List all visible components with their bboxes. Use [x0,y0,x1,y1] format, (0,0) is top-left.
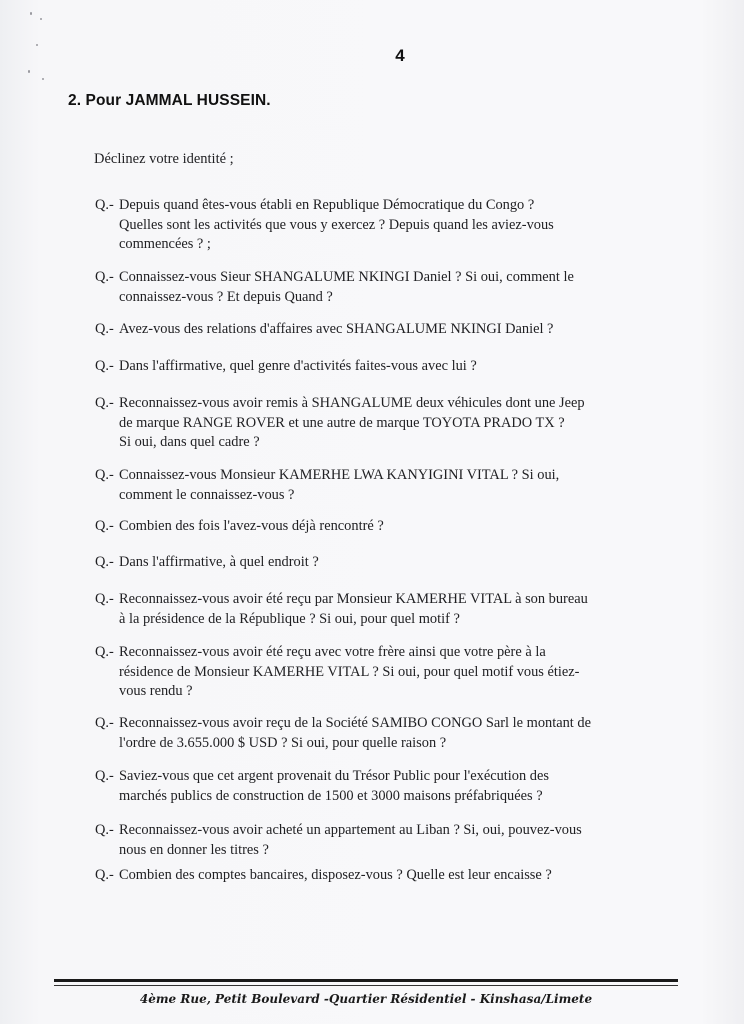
question-text-continued: à la présidence de la République ? Si oui, pour quel motif ? [119,610,460,627]
question-text-continued: nous en donner les titres ? [119,841,269,858]
question-text: Depuis quand êtes-vous établi en Republique Démocratique du Congo ? [119,197,535,213]
question-text-continued: Quelles sont les activités que vous y exercez ? Depuis quand les aviez-vous [119,216,554,233]
question-item [95,767,685,806]
footer-rule-thin [54,985,678,986]
question-text: Saviez-vous que cet argent provenait du Trésor Public pour l'exécution des [119,768,549,784]
question-text-continued: l'ordre de 3.655.000 $ USD ? Si oui, pour quelle raison ? [119,734,447,751]
question-prefix: Q.- [95,591,114,607]
question-text: Reconnaissez-vous avoir reçu de la Société SAMIBO CONGO Sarl le montant de [119,715,591,731]
question-item [95,714,685,753]
question-text: Reconnaissez-vous avoir été reçu par Monsieur KAMERHE VITAL à son bureau [119,591,588,607]
question-prefix: Q.- [95,395,114,411]
scan-speck [30,12,32,15]
question-text: Reconnaissez-vous avoir remis à SHANGALUME deux véhicules dont une Jeep [119,395,585,411]
question-prefix: Q.- [95,321,114,337]
question-text: Reconnaissez-vous avoir acheté un appartement au Liban ? Si, oui, pouvez-vous [119,822,582,838]
question-text-continued: marchés publics de construction de 1500 et 3000 maisons préfabriquées ? [119,787,543,804]
scan-speck [40,18,42,20]
question-item [95,866,685,886]
question-prefix: Q.- [95,518,114,534]
question-prefix: Q.- [95,768,114,784]
question-prefix: Q.- [95,467,114,483]
question-text: Combien des fois l'avez-vous déjà rencontré ? [119,518,384,534]
question-item [95,643,685,702]
question-text: Combien des comptes bancaires, disposez-vous ? Quelle est leur encaisse ? [119,867,552,883]
scan-speck [42,78,44,80]
question-text: Connaissez-vous Monsieur KAMERHE LWA KANYIGINI VITAL ? Si oui, [119,467,560,483]
question-text: Reconnaissez-vous avoir été reçu avec votre frère ainsi que votre père à la [119,644,546,660]
question-text: Connaissez-vous Sieur SHANGALUME NKINGI Daniel ? Si oui, comment le [119,269,574,285]
section-heading: 2. Pour JAMMAL HUSSEIN. [68,92,271,109]
question-prefix: Q.- [95,554,114,570]
question-item [95,590,685,629]
question-item [95,821,685,860]
scan-speck [36,44,38,46]
question-prefix: Q.- [95,822,114,838]
footer-address: 4ème Rue, Petit Boulevard -Quartier Résidentiel - Kinshasa/Limete [139,992,593,1006]
question-text-continued: commencées ? ; [119,236,211,252]
question-text-continued: comment le connaissez-vous ? [119,486,295,503]
question-prefix: Q.- [95,197,114,213]
question-text: Dans l'affirmative, à quel endroit ? [119,554,319,570]
question-text-continued: résidence de Monsieur KAMERHE VITAL ? Si oui, pour quel motif vous étiez- [119,663,580,680]
scan-speck [28,70,30,73]
page-number: 4 [395,46,405,65]
question-item [95,320,685,340]
question-text-continued: Si oui, dans quel cadre ? [119,434,260,450]
question-text: Dans l'affirmative, quel genre d'activités faites-vous avec lui ? [119,358,477,374]
question-item [95,517,685,537]
question-item [95,357,685,377]
question-item [95,394,685,453]
question-text: Avez-vous des relations d'affaires avec SHANGALUME NKINGI Daniel ? [119,321,554,337]
question-prefix: Q.- [95,644,114,660]
question-text-continued: vous rendu ? [119,683,193,699]
footer-rule-thick [54,979,678,982]
question-prefix: Q.- [95,715,114,731]
intro-text: Déclinez votre identité ; [94,151,234,167]
question-item [95,268,685,307]
question-item [95,553,685,573]
question-text-continued: de marque RANGE ROVER et une autre de marque TOYOTA PRADO TX ? [119,414,565,431]
question-prefix: Q.- [95,358,114,374]
question-item [95,196,685,255]
question-item [95,466,685,505]
question-prefix: Q.- [95,867,114,883]
question-text-continued: connaissez-vous ? Et depuis Quand ? [119,288,333,305]
question-prefix: Q.- [95,269,114,285]
